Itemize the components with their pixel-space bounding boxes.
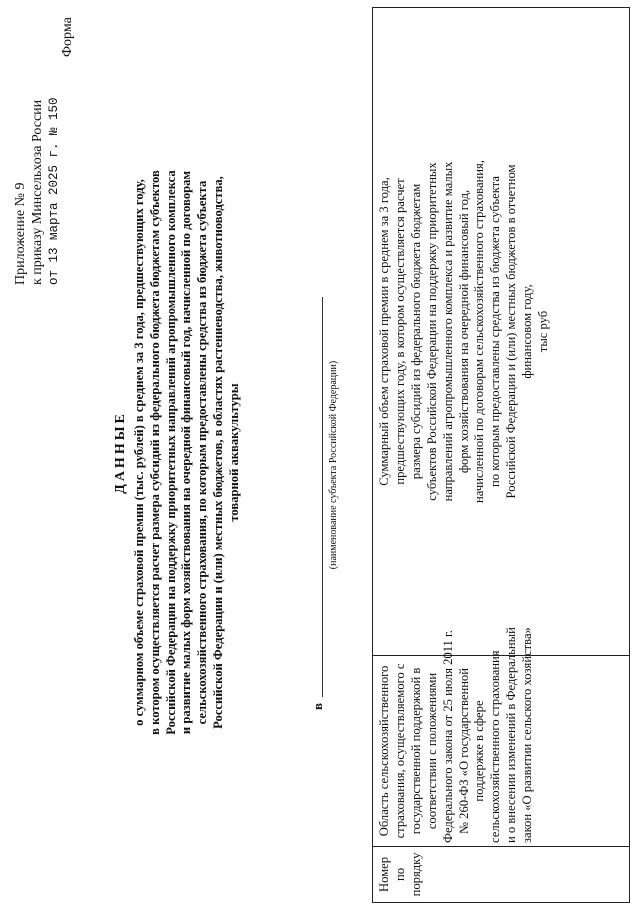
cell-line: направлений агропромышленного комплекса и развитие малых xyxy=(440,161,455,502)
subject-prefix: в xyxy=(310,702,325,710)
cell-line: форм хозяйствования на очередной финансовый год, xyxy=(456,189,471,474)
header-cell-number xyxy=(373,847,630,903)
cell-line: тыс руб xyxy=(536,310,551,353)
cell-line: порядку xyxy=(408,852,423,897)
cell-line: финансовом году, xyxy=(520,284,535,379)
cell-line: государственной поддержкой в xyxy=(408,667,423,835)
subject-caption: (наименование субъекта Российской Федерации) xyxy=(328,360,339,570)
cell-line: Российской Федерации и (или) местных бюджетов в отчетном xyxy=(504,164,519,499)
cell-line: соответствии с положениями xyxy=(424,672,439,830)
description-line: сельскохозяйственного страхования, по которым предоставлены средства из бюджета субъекта xyxy=(195,180,210,725)
cell-line: размера субсидий из федерального бюджета бюджетам xyxy=(408,183,423,480)
document-title: ДАННЫЕ xyxy=(113,411,128,494)
cell-line: по которым предоставлены средства из бюджета субъекта xyxy=(488,176,503,487)
document-description xyxy=(132,40,243,865)
description-line: в котором осуществляется расчет размера субсидий из федерального бюджета бюджетам субъектов xyxy=(147,170,162,735)
description-line: о суммарном объеме страховой премии (тыс. рублей) в среднем за 3 года, предшествующих году, xyxy=(132,179,146,726)
order-date: от 13 марта 2025 г. № 150 xyxy=(47,97,61,285)
cell-line: Суммарный объем страховой премии в среднем за 3 года, xyxy=(377,177,391,486)
cell-line: и о внесении изменений в Федеральный xyxy=(504,627,519,843)
data-table xyxy=(372,7,630,903)
cell-line: начисленной по договорам сельскохозяйственного страхования, xyxy=(472,160,487,503)
cell-line: по xyxy=(392,867,407,882)
cell-line: № 260-ФЗ «О государственной xyxy=(456,668,471,834)
appendix-header xyxy=(12,45,63,285)
description-line: товарной аквакультуры xyxy=(226,383,241,522)
cell-line: страхования, осуществляемого с xyxy=(392,663,407,839)
header-cell-premium-amount xyxy=(373,8,630,656)
cell-line: предшествующих году, в котором осуществляется расчет xyxy=(392,178,407,485)
cell-line: Федерального закона от 25 июля 2011 г. xyxy=(440,630,455,843)
cell-line: субъектов Российской Федерации на поддержку приоритетных xyxy=(424,162,439,501)
description-line: Российской Федерации и (или) местных бюджетов, в областях растениеводства, животноводства, xyxy=(210,176,225,729)
description-line: Российской Федерации на поддержку приоритетных направлений агропромышленного комплекса xyxy=(163,170,178,735)
cell-line: сельскохозяйственного страхования xyxy=(488,650,503,843)
cell-line: поддержке в сфере xyxy=(472,700,487,802)
cell-line: Номер xyxy=(377,857,391,893)
form-label: Форма xyxy=(60,17,75,57)
header-cell-insurance-area xyxy=(373,627,630,847)
subject-fill-line xyxy=(322,297,323,697)
cell-line: закон «О развитии сельского хозяйства» xyxy=(520,627,535,843)
cell-line: Область сельскохозяйственного xyxy=(377,665,391,837)
appendix-number: Приложение № 9 xyxy=(13,182,28,285)
description-line: и развитие малых форм хозяйствования на очередной финансовый год, начисленной по договорам xyxy=(179,170,194,735)
order-reference: к приказу Минсельхоза России xyxy=(30,99,45,285)
table-header-row xyxy=(373,8,630,903)
